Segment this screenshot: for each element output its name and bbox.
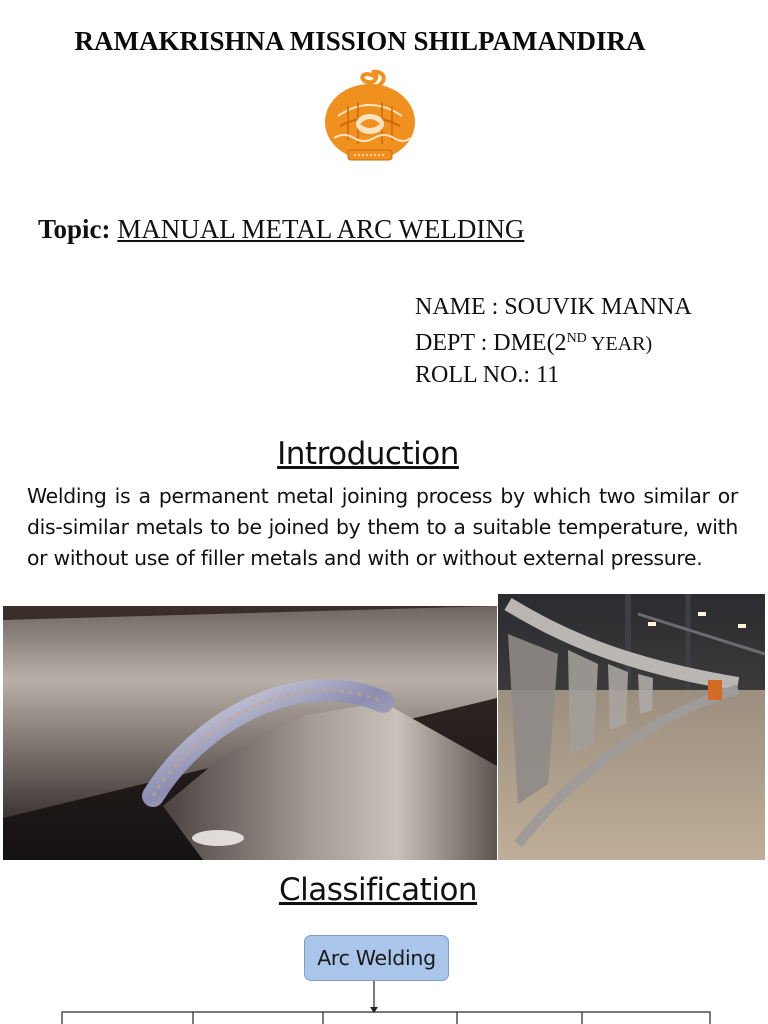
- institution-title: RAMAKRISHNA MISSION SHILPAMANDIRA: [74, 26, 646, 56]
- dept-suffix: YEAR): [586, 333, 653, 355]
- dept-prefix: DEPT : DME(2: [415, 330, 567, 356]
- student-info: [415, 292, 692, 391]
- student-roll: ROLL NO.: 11: [415, 362, 560, 388]
- classification-tree-connectors: [0, 980, 768, 1024]
- dept-sup: ND: [566, 331, 587, 346]
- welded-pipe-joint-photo: [3, 606, 497, 860]
- welded-railing-workshop-photo: [498, 594, 765, 860]
- student-dept: [415, 323, 692, 360]
- introduction-heading: Introduction: [277, 436, 459, 472]
- topic-line: [38, 214, 524, 245]
- student-name: NAME : SOUVIK MANNA: [415, 294, 692, 320]
- arc-welding-node: Arc Welding: [304, 935, 449, 981]
- topic-label: Topic:: [38, 214, 111, 244]
- topic-value: MANUAL METAL ARC WELDING: [117, 214, 525, 244]
- introduction-paragraph: Welding is a permanent metal joining process by which two similar or dis-similar metals to be joined by them to a suitable temperature, with or without use of filler metals and with or without external pressure.: [27, 484, 738, 570]
- classification-heading: Classification: [278, 872, 478, 908]
- ramakrishna-mission-emblem-icon: [318, 66, 424, 166]
